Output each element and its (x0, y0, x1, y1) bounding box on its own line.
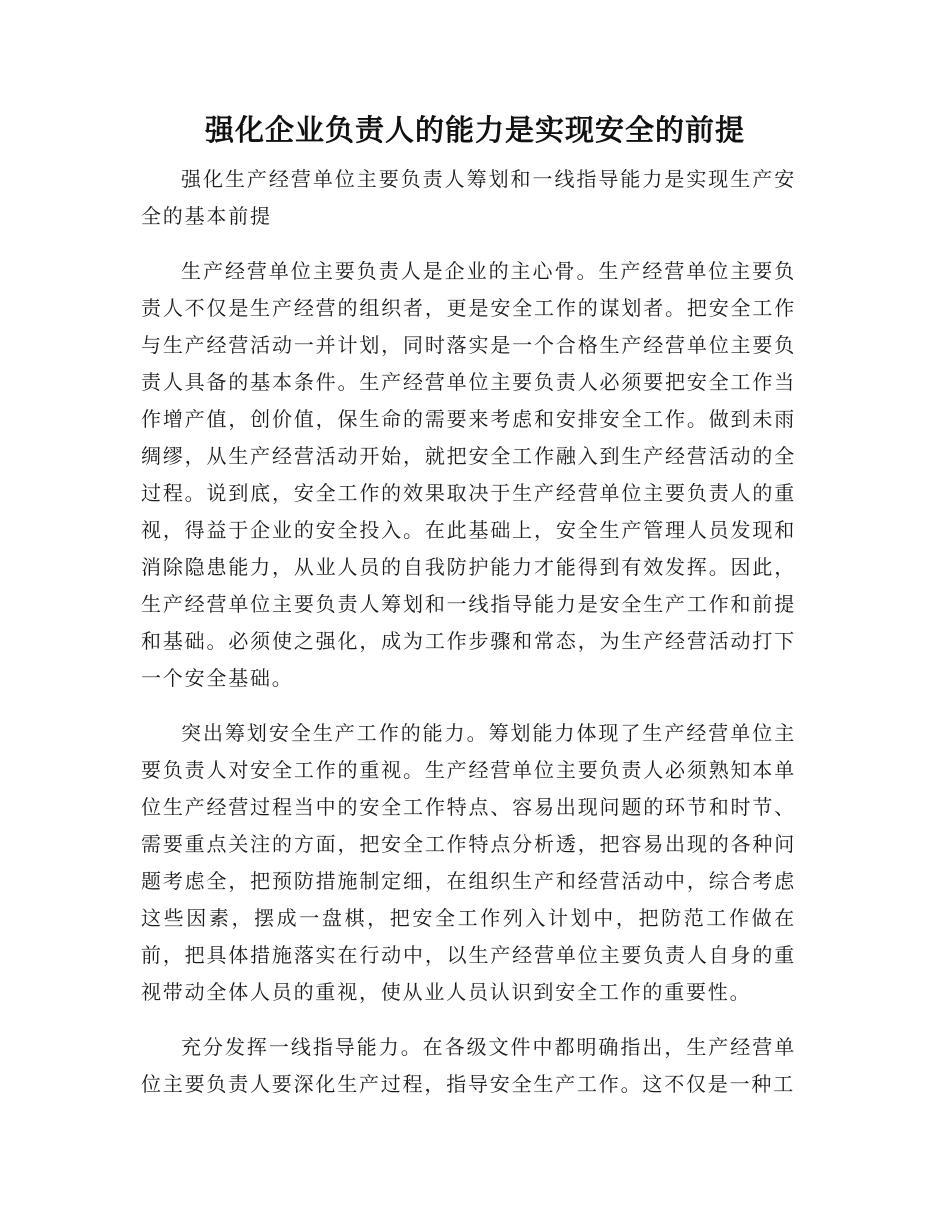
paragraph: 生产经营单位主要负责人是企业的主心骨。生产经营单位主要负责人不仅是生产经营的组织者，更是安全工作的谋划者。把安全工作与生产经营活动一并计划，同时落实是一个合格生产经营单位主要负责人具备的基本条件。生产经营单位主要负责人必须要把安全工作当作增产值，创价值，保生命的需要来考虑和安排安全工作。做到未雨绸缪，从生产经营活动开始，就把安全工作融入到生产经营活动的全过程。说到底，安全工作的效果取决于生产经营单位主要负责人的重视，得益于企业的安全投入。在此基础上，安全生产管理人员发现和消除隐患能力，从业人员的自我防护能力才能得到有效发挥。因此，生产经营单位主要负责人筹划和一线指导能力是安全生产工作和前提和基础。必须使之强化，成为工作步骤和常态，为生产经营活动打下一个安全基础。 (141, 259, 796, 690)
document-body (141, 161, 796, 1121)
paragraph: 突出筹划安全生产工作的能力。筹划能力体现了生产经营单位主要负责人对安全工作的重视。生产经营单位主要负责人必须熟知本单位生产经营过程当中的安全工作特点、容易出现问题的环节和时节、需要重点关注的方面，把安全工作特点分析透，把容易出现的各种问题考虑全，把预防措施制定细，在组织生产和经营活动中，综合考虑这些因素，摆成一盘棋，把安全工作列入计划中，把防范工作做在前，把具体措施落实在行动中，以生产经营单位主要负责人自身的重视带动全体人员的重视，使从业人员认识到安全工作的重要性。 (141, 721, 796, 1004)
paragraph-subtitle: 强化生产经营单位主要负责人筹划和一线指导能力是实现生产安全的基本前提 (141, 167, 796, 228)
document-title: 强化企业负责人的能力是实现安全的前提 (204, 113, 745, 147)
paragraph: 充分发挥一线指导能力。在各级文件中都明确指出，生产经营单位主要负责人要深化生产过程，指导安全生产工作。这不仅是一种工 (141, 1035, 796, 1096)
